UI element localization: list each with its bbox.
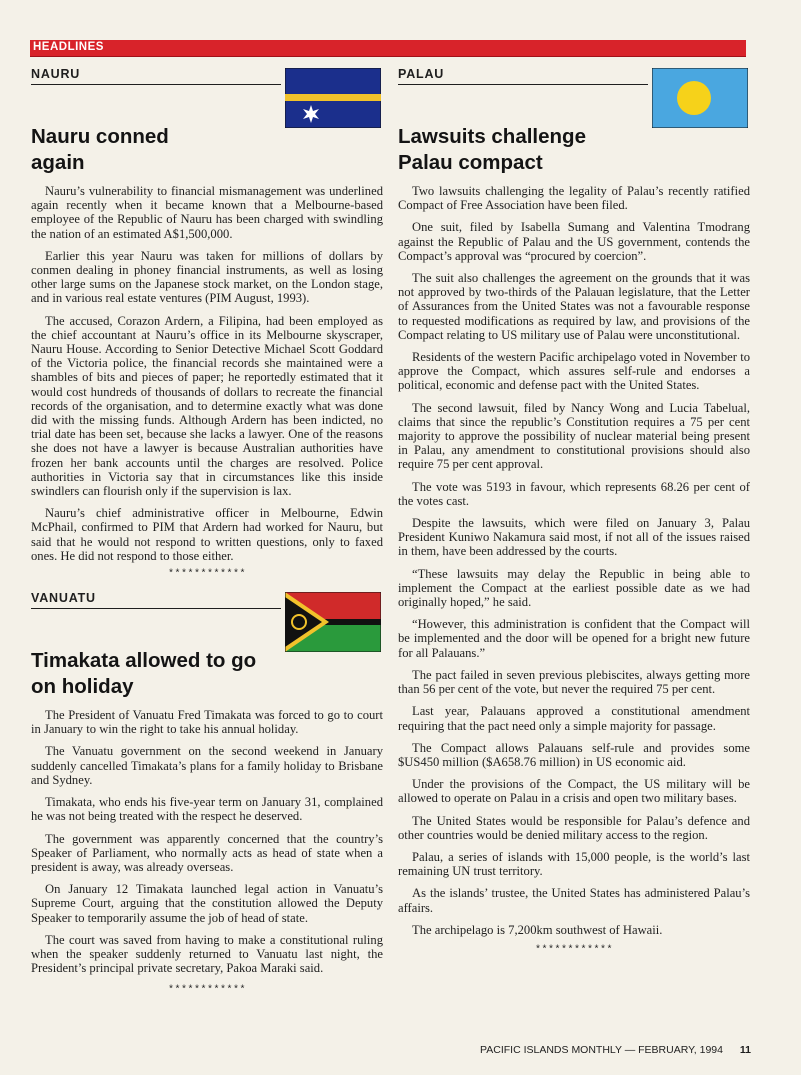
paragraph: The pact failed in seven previous plebiscites, always getting more than 56 per cent of the vote, but never the required 75 per cent. [398,667,750,697]
page-number: 11 [739,1044,751,1056]
paragraph: The United States would be responsible for Palau’s defence and other countries would be denied military access to the region. [398,813,750,842]
vanuatu-headline: Timakata allowed to go on holiday [31,649,257,699]
section-banner-label: HEADLINES [33,41,104,53]
vanuatu-divider: ************ [167,985,246,997]
paragraph: Earlier this year Nauru was taken for millions of dollars by conmen dealing in phoney financial instruments, as well as losing other large sums on the Japanese stock market, on the London stage, and in various real estate ventures (PIM August, 1993). [31,248,383,306]
paragraph: Palau, a series of islands with 15,000 people, is the world’s last remaining UN trust territory. [398,849,750,879]
palau-headline: Lawsuits challenge Palau compact [398,125,586,174]
palau-article [398,184,750,937]
paragraph: “These lawsuits may delay the Republic in being able to implement the Compact at the earliest possible date as we had originally hoped,” he said. [398,566,750,610]
right-column [398,64,750,960]
headlines-banner [30,40,746,57]
paragraph: Two lawsuits challenging the legality of Palau’s recently ratified Compact of Free Association have been filed. [398,184,750,213]
paragraph: Nauru’s vulnerability to financial mismanagement was underlined again recently when it became known that a Melbourne-based employee of the Republic of Nauru has been charged with swindling the nation of an estimated A$1,500,000. [31,184,383,241]
paragraph: On January 12 Timakata launched legal action in Vanuatu’s Supreme Court, arguing that the constitution allowed the Deputy Speaker to temporarily assume the job of head of state. [31,882,383,925]
paragraph: “However, this administration is confident that the Compact will be implemented and the door will be opened for a bright new future for all Palauans.” [398,617,750,660]
paragraph: The second lawsuit, filed by Nancy Wong and Lucia Tabelual, claims that since the republic’s Constitution requires a 75 per cent majority to approve the possibility of nuclear material being present in Palau, any amendment to constitutional provisions should also require 75 per cent approval. [398,400,750,472]
vanuatu-flag-icon [285,592,381,652]
paragraph: Under the provisions of the Compact, the US military will be allowed to operate on Palau in a crisis and open two military bases. [398,777,750,806]
vanuatu-section [31,588,383,996]
paragraph: Residents of the western Pacific archipelago voted in November to approve the Compact, which assures self-rule and endorses a political, economic and defense pact with the United States. [398,350,750,393]
paragraph: Nauru’s chief administrative officer in Melbourne, Edwin McPhail, confirmed to PIM that Ardern had worked for Nauru, but said that he would not respond to written questions, only to faxed ones. He did not respond to those either. [31,506,383,563]
paragraph: The government was apparently concerned that the country’s Speaker of Parliament, who normally acts as head of state when a president is away, was already overseas. [31,831,383,874]
left-column [31,64,383,1000]
paragraph: The President of Vanuatu Fred Timakata was forced to go to court in January to win the right to take his annual holiday. [31,708,383,737]
nauru-flag-icon [285,68,381,128]
paragraph: One suit, filed by Isabella Sumang and Valentina Tmodrang against the Republic of Palau and the US government, contends the Compact’s approval was “procured by coercion”. [398,220,750,263]
paragraph: Last year, Palauans approved a constitutional amendment requiring that the pact need only a simple majority for passage. [398,704,750,733]
paragraph: The Compact allows Palauans self-rule and provides some $US450 million ($A658.76 million) in US economic aid. [398,740,750,769]
paragraph: As the islands’ trustee, the United States has administered Palau’s affairs. [398,886,750,915]
palau-flag-icon [652,68,748,128]
publication-line: PACIFIC ISLANDS MONTHLY — FEBRUARY, 1994 [480,1044,723,1056]
palau-section-header [398,64,750,124]
palau-divider: ************ [534,944,613,956]
palau-section-label: PALAU [398,64,648,85]
nauru-divider: ************ [167,569,246,581]
paragraph: The Vanuatu government on the second weekend in January suddenly cancelled Timakata’s plans for a family holiday to Brisbane and Sydney. [31,744,383,787]
nauru-headline: Nauru conned again [31,125,169,174]
paragraph: The suit also challenges the agreement on the grounds that it was not approved by two-thirds of the Palauan legislature, that the Letter of Assurances from the United States was not a favourable response to requested modifications as required by law, and provisions of the Compact relating to US military use of Palau were unconstitutional. [398,271,750,342]
paragraph: Despite the lawsuits, which were filed on January 3, Palau President Kuniwo Nakamura said most, if not all of the issues raised in them, have been addressed by the courts. [398,516,750,559]
paragraph: Timakata, who ends his five-year term on January 31, complained he was not being treated with the respect he deserved. [31,795,383,824]
vanuatu-section-header [31,588,383,648]
nauru-article [31,184,383,563]
vanuatu-section-label: VANUATU [31,588,281,609]
paragraph: The archipelago is 7,200km southwest of Hawaii. [412,922,663,937]
vanuatu-article [31,708,383,975]
page-footer [480,1044,751,1056]
nauru-section-header [31,64,383,124]
paragraph: The court was saved from having to make a constitutional ruling when the speaker suddenly returned to Vanuatu last night, the President’s principal private secretary, Pakoa Maraki said. [31,932,383,976]
paragraph: The vote was 5193 in favour, which represents 68.26 per cent of the votes cast. [398,479,750,508]
nauru-section-label: NAURU [31,64,281,85]
paragraph: The accused, Corazon Ardern, a Filipina, had been employed as the chief accountant at Nauru’s office in its Melbourne skyscraper, Nauru House. According to Senior Detective Michael Scott Goddard of the Victoria police, the financial records she maintained were a shambles of bits and pieces of paper; he reportedly estimated that it would cost hundreds of thousands of dollars to recreate the financial records of the organisation, and to determine exactly what was done did with the missing funds. Although Ardern has been indicted, no trial date has been set, because she lacks a lawyer. One of the reasons she does not have a lawyer is because Australian authorities have frozen her bank accounts until the charges are resolved. Police authorities in Victoria say that in circumstances like this inside swindlers can flourish only if the supervision is lax. [31,313,383,499]
